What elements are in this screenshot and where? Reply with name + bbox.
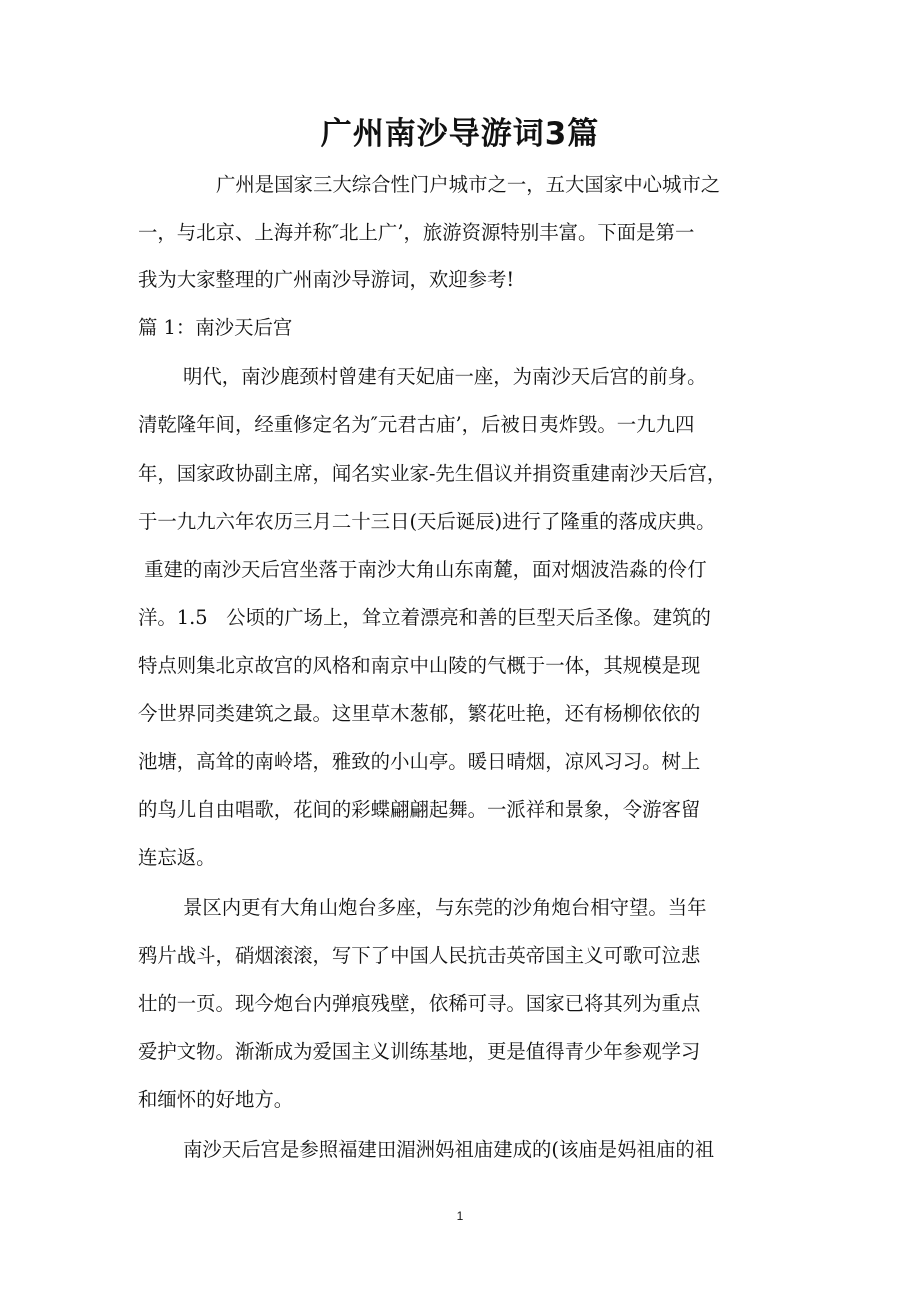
page-number: 1 — [456, 1209, 464, 1223]
paragraph-line: 连忘返。 — [138, 846, 216, 869]
paragraph-line: 景区内更有大角山炮台多座，与东莞的沙角炮台相守望。当年 — [183, 896, 707, 919]
paragraph-line: 重建的南沙天后宫坐落于南沙大角山东南麓，面对烟波浩淼的伶仃 — [138, 558, 707, 581]
paragraph-line: 鸦片战斗，硝烟滚滚，写下了中国人民抗击英帝国主义可歌可泣悲 — [138, 944, 701, 967]
paragraph-line: 年，国家政协副主席，闻名实业家-先生倡议并捐资重建南沙天后宫， — [138, 462, 727, 485]
paragraph-line: 我为大家整理的广州南沙导游词，欢迎参考! — [138, 268, 515, 291]
paragraph-line: 南沙天后宫是参照福建田湄洲妈祖庙建成的(该庙是妈祖庙的祖 — [183, 1138, 715, 1161]
paragraph-line: 于一九九六年农历三月二十三日(天后诞辰)进行了隆重的落成庆典。 — [138, 510, 716, 533]
paragraph-line: 一，与北京、上海并称″北上广’，旅游资源特别丰富。下面是第一 — [138, 221, 695, 244]
paragraph-line: 的鸟儿自由唱歌，花间的彩蝶翩翩起舞。一派祥和景象，令游客留 — [138, 798, 701, 821]
paragraph-line: 清乾隆年间，经重修定名为″元君古庙’，后被日夷炸毁。一九九四 — [138, 413, 695, 436]
document-title: 广州南沙导游词3篇 — [320, 116, 600, 152]
paragraph-line: 爱护文物。渐渐成为爱国主义训练基地，更是值得青少年参观学习 — [138, 1040, 701, 1063]
paragraph-line: 明代，南沙鹿颈村曾建有天妃庙一座，为南沙天后宫的前身。 — [183, 365, 707, 388]
paragraph-line: 和缅怀的好地方。 — [138, 1088, 294, 1111]
paragraph-line: 今世界同类建筑之最。这里草木葱郁，繁花吐艳，还有杨柳依依的 — [138, 702, 701, 725]
paragraph-line: 洋。1.5 公顷的广场上，耸立着漂亮和善的巨型天后圣像。建筑的 — [138, 606, 711, 629]
paragraph-line: 特点则集北京故宫的风格和南京中山陵的气概于一体，其规模是现 — [138, 654, 701, 677]
paragraph-line: 池塘，高耸的南岭塔，雅致的小山亭。暖日晴烟，凉风习习。树上 — [138, 750, 701, 773]
paragraph-line: 壮的一页。现今炮台内弹痕残壁，依稀可寻。国家已将其列为重点 — [138, 992, 701, 1015]
paragraph-line: 广州是国家三大综合性门户城市之一，五大国家中心城市之 — [216, 173, 721, 196]
section-heading: 篇 1：南沙天后宫 — [138, 316, 293, 339]
